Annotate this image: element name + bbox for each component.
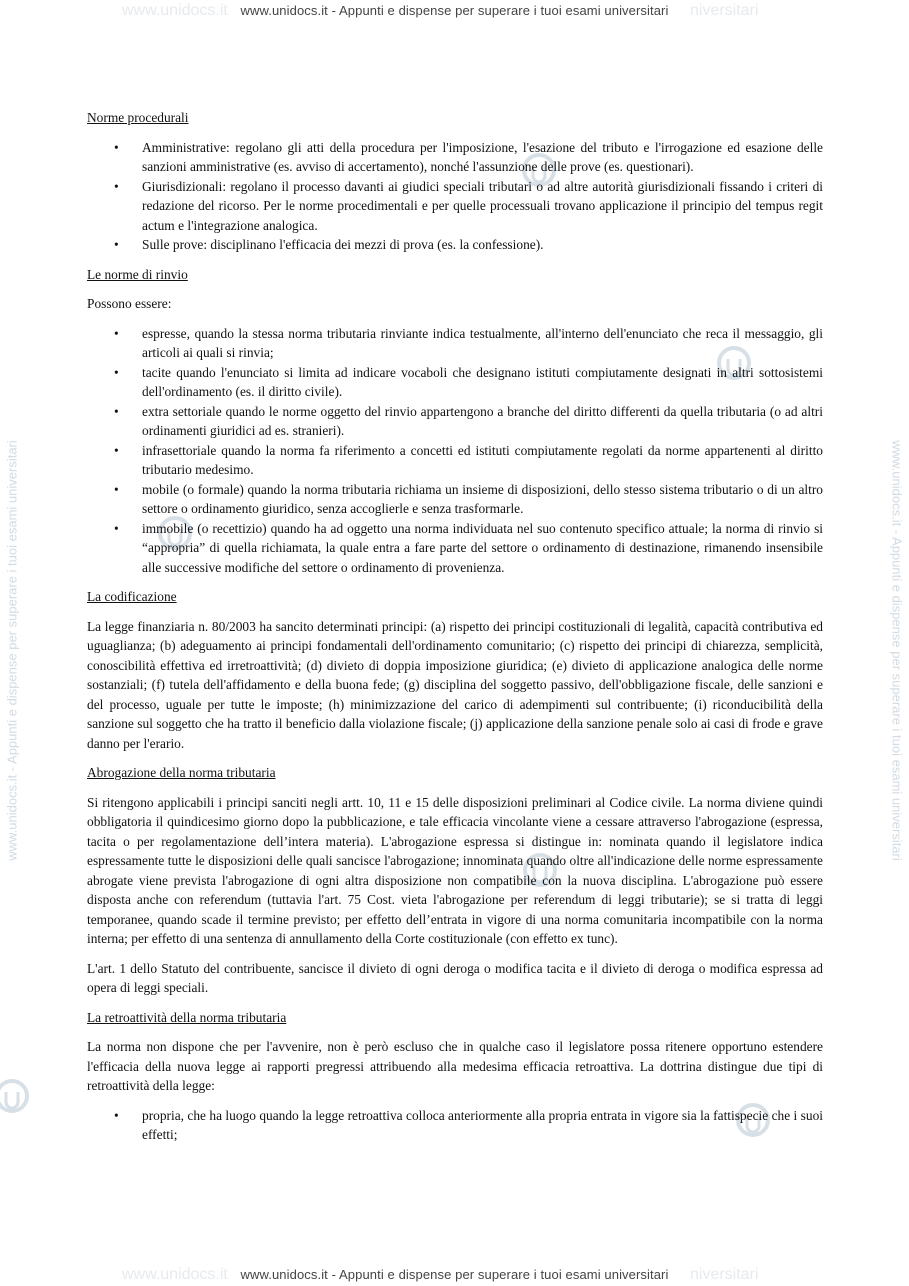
page-header: www.unidocs.it - Appunti e dispense per superare i tuoi esami universitari <box>240 3 669 18</box>
ghost-watermark-top-right: niversitari <box>690 2 759 19</box>
list-item: • propria, che ha luogo quando la legge retroattiva colloca anteriormente alla propria entrata in vigore sia la fattispecie che i suoi effetti; <box>87 1106 823 1145</box>
section-title: La codificazione <box>87 589 177 604</box>
document-body <box>87 108 823 1155</box>
list-item: • immobile (o recettizio) quando ha ad oggetto una norma individuata nel suo contenuto specifico attuale; la norma di rinvio si “appropria” di quella richiamata, la quale entra a fare parte del settore o ordinamento di destinazione, rimanendo insensibile alle successive modifiche del settore o ordinamento di provenienza. <box>87 519 823 578</box>
ghost-watermark-top: www.unidocs.it <box>122 2 228 19</box>
list-item: • tacite quando l'enunciato si limita ad indicare vocaboli che designano istituti compiutamente designati in altri sottosistemi dell'ordinamento (es. il diritto civile). <box>87 363 823 402</box>
list-item: • mobile (o formale) quando la norma tributaria richiama un insieme di disposizioni, dello stesso sistema tributario o di un altro settore o ordinamento giuridico, senza accoglierle e senza trasformarle. <box>87 480 823 519</box>
bullet-list <box>87 324 823 578</box>
page-footer: www.unidocs.it - Appunti e dispense per superare i tuoi esami universitari <box>240 1267 669 1282</box>
section-title: Le norme di rinvio <box>87 266 188 282</box>
list-item: • Sulle prove: disciplinano l'efficacia dei mezzi di prova (es. la confessione). <box>87 235 823 255</box>
list-item: • espresse, quando la stessa norma tributaria rinviante indica testualmente, all'interno dell'enunciato che reca il messaggio, gli articoli ai quali si rinvia; <box>87 324 823 363</box>
bullet-list <box>87 138 823 255</box>
ghost-watermark-bottom-right: niversitari <box>690 1266 759 1283</box>
ghost-watermark-bottom: www.unidocs.it <box>122 1266 228 1283</box>
side-watermark-left: www.unidocs.it - Appunti e dispense per superare i tuoi esami universitari <box>4 440 20 861</box>
section-title: La retroattività della norma tributaria <box>87 1009 287 1025</box>
list-item: • Giurisdizionali: regolano il processo davanti ai giudici speciali tributari o ad altre autorità giurisdizionali fissando i criteri di redazione del ricorso. Per le norme procedimentali e per quelle processuali trovano applicazione il principio del tempus regit actum e l'integrazione analogica. <box>87 177 823 236</box>
paragraph: La legge finanziaria n. 80/2003 ha sancito determinati principi: (a) rispetto dei principi costituzionali di legalità, capacità contributiva ed uguaglianza; (b) adeguamento ai principi fondamentali dell'ordinamento comunitario; (c) rispetto dei principi di chiarezza, semplicità, conoscibilità effettiva ed irretroattività; (d) divieto di doppia imposizione giuridica; (e) divieto di applicazione analogica delle norme sostanziali; (f) tutela dell'affidamento e della buona fede; (g) disciplina del soggetto passivo, dell'obbligazione fiscale, delle sanzioni e del processo, uguale per tutte le imposte; (h) minimizzazione del carico di adempimenti sul contribuente; (i) riconducibilità della sanzione sul soggetto che ha tratto il beneficio dalla violazione fiscale; (j) applicazione della sanzione penale solo ai casi di frode e grave danno per l'erario. <box>87 618 823 751</box>
section-title: Norme procedurali <box>87 110 189 125</box>
list-item: • infrasettoriale quando la norma fa riferimento a concetti ed istituti compiutamente regolati da norme appartenenti al diritto tributario medesimo. <box>87 441 823 480</box>
paragraph: Possono essere: <box>87 296 172 311</box>
side-watermark-right: www.unidocs.it - Appunti e dispense per superare i tuoi esami universitari <box>889 440 905 861</box>
bullet-list <box>87 1106 823 1145</box>
paragraph: L'art. 1 dello Statuto del contribuente, sancisce il divieto di ogni deroga o modifica tacita e il divieto di deroga o modifica espressa ad opera di leggi speciali. <box>87 960 823 995</box>
paragraph: La norma non dispone che per l'avvenire, non è però escluso che in qualche caso il legislatore possa ritenere opportuno estendere l'efficacia della nuova legge ai rapporti pregressi attribuendo alla medesima efficacia retroattiva. La dottrina distingue due tipi di retroattività della legge: <box>87 1039 823 1093</box>
section-title: Abrogazione della norma tributaria <box>87 765 276 780</box>
watermark-logo-icon <box>0 1076 32 1116</box>
list-item: • extra settoriale quando le norme oggetto del rinvio appartengono a branche del diritto differenti da quella tributaria (o ad altri ordinamenti giuridici ad es. stranieri). <box>87 402 823 441</box>
paragraph: Si ritengono applicabili i principi sanciti negli artt. 10, 11 e 15 delle disposizioni preliminari al Codice civile. La norma diviene quindi obbligatoria il quindicesimo giorno dopo la pubblicazione, e tale efficacia vincolante viene a cessare attraverso l'abrogazione (espressa, tacita o per regolamentazione dell’intera materia). L'abrogazione espressa si distingue in: nominata quando il legislatore indica espressamente tutte le disposizioni delle quali sancisce l'abrogazione; innominata quando oltre all'indicazione delle norme espressamente abrogate viene prevista l'abrogazione di ogni altra disposizione non compatibile con la nuova disciplina. L'abrogazione può essere disposta anche con referendum (tuttavia l'art. 75 Cost. vieta l'abrogazione per referendum di leggi tributarie); se si tratta di leggi temporanee, quando scade il termine previsto; per effetto dell’entrata in vigore di una norma comunitaria incompatibile con la norma interna; per effetto di una sentenza di annullamento della Corte costituzionale (con effetto ex tunc). <box>87 794 823 946</box>
list-item: • Amministrative: regolano gli atti della procedura per l'imposizione, l'esazione del tributo e l'irrogazione ed esazione delle sanzioni amministrative (es. avviso di accertamento), nonché l'assunzione delle prove (es. questionari). <box>87 138 823 177</box>
